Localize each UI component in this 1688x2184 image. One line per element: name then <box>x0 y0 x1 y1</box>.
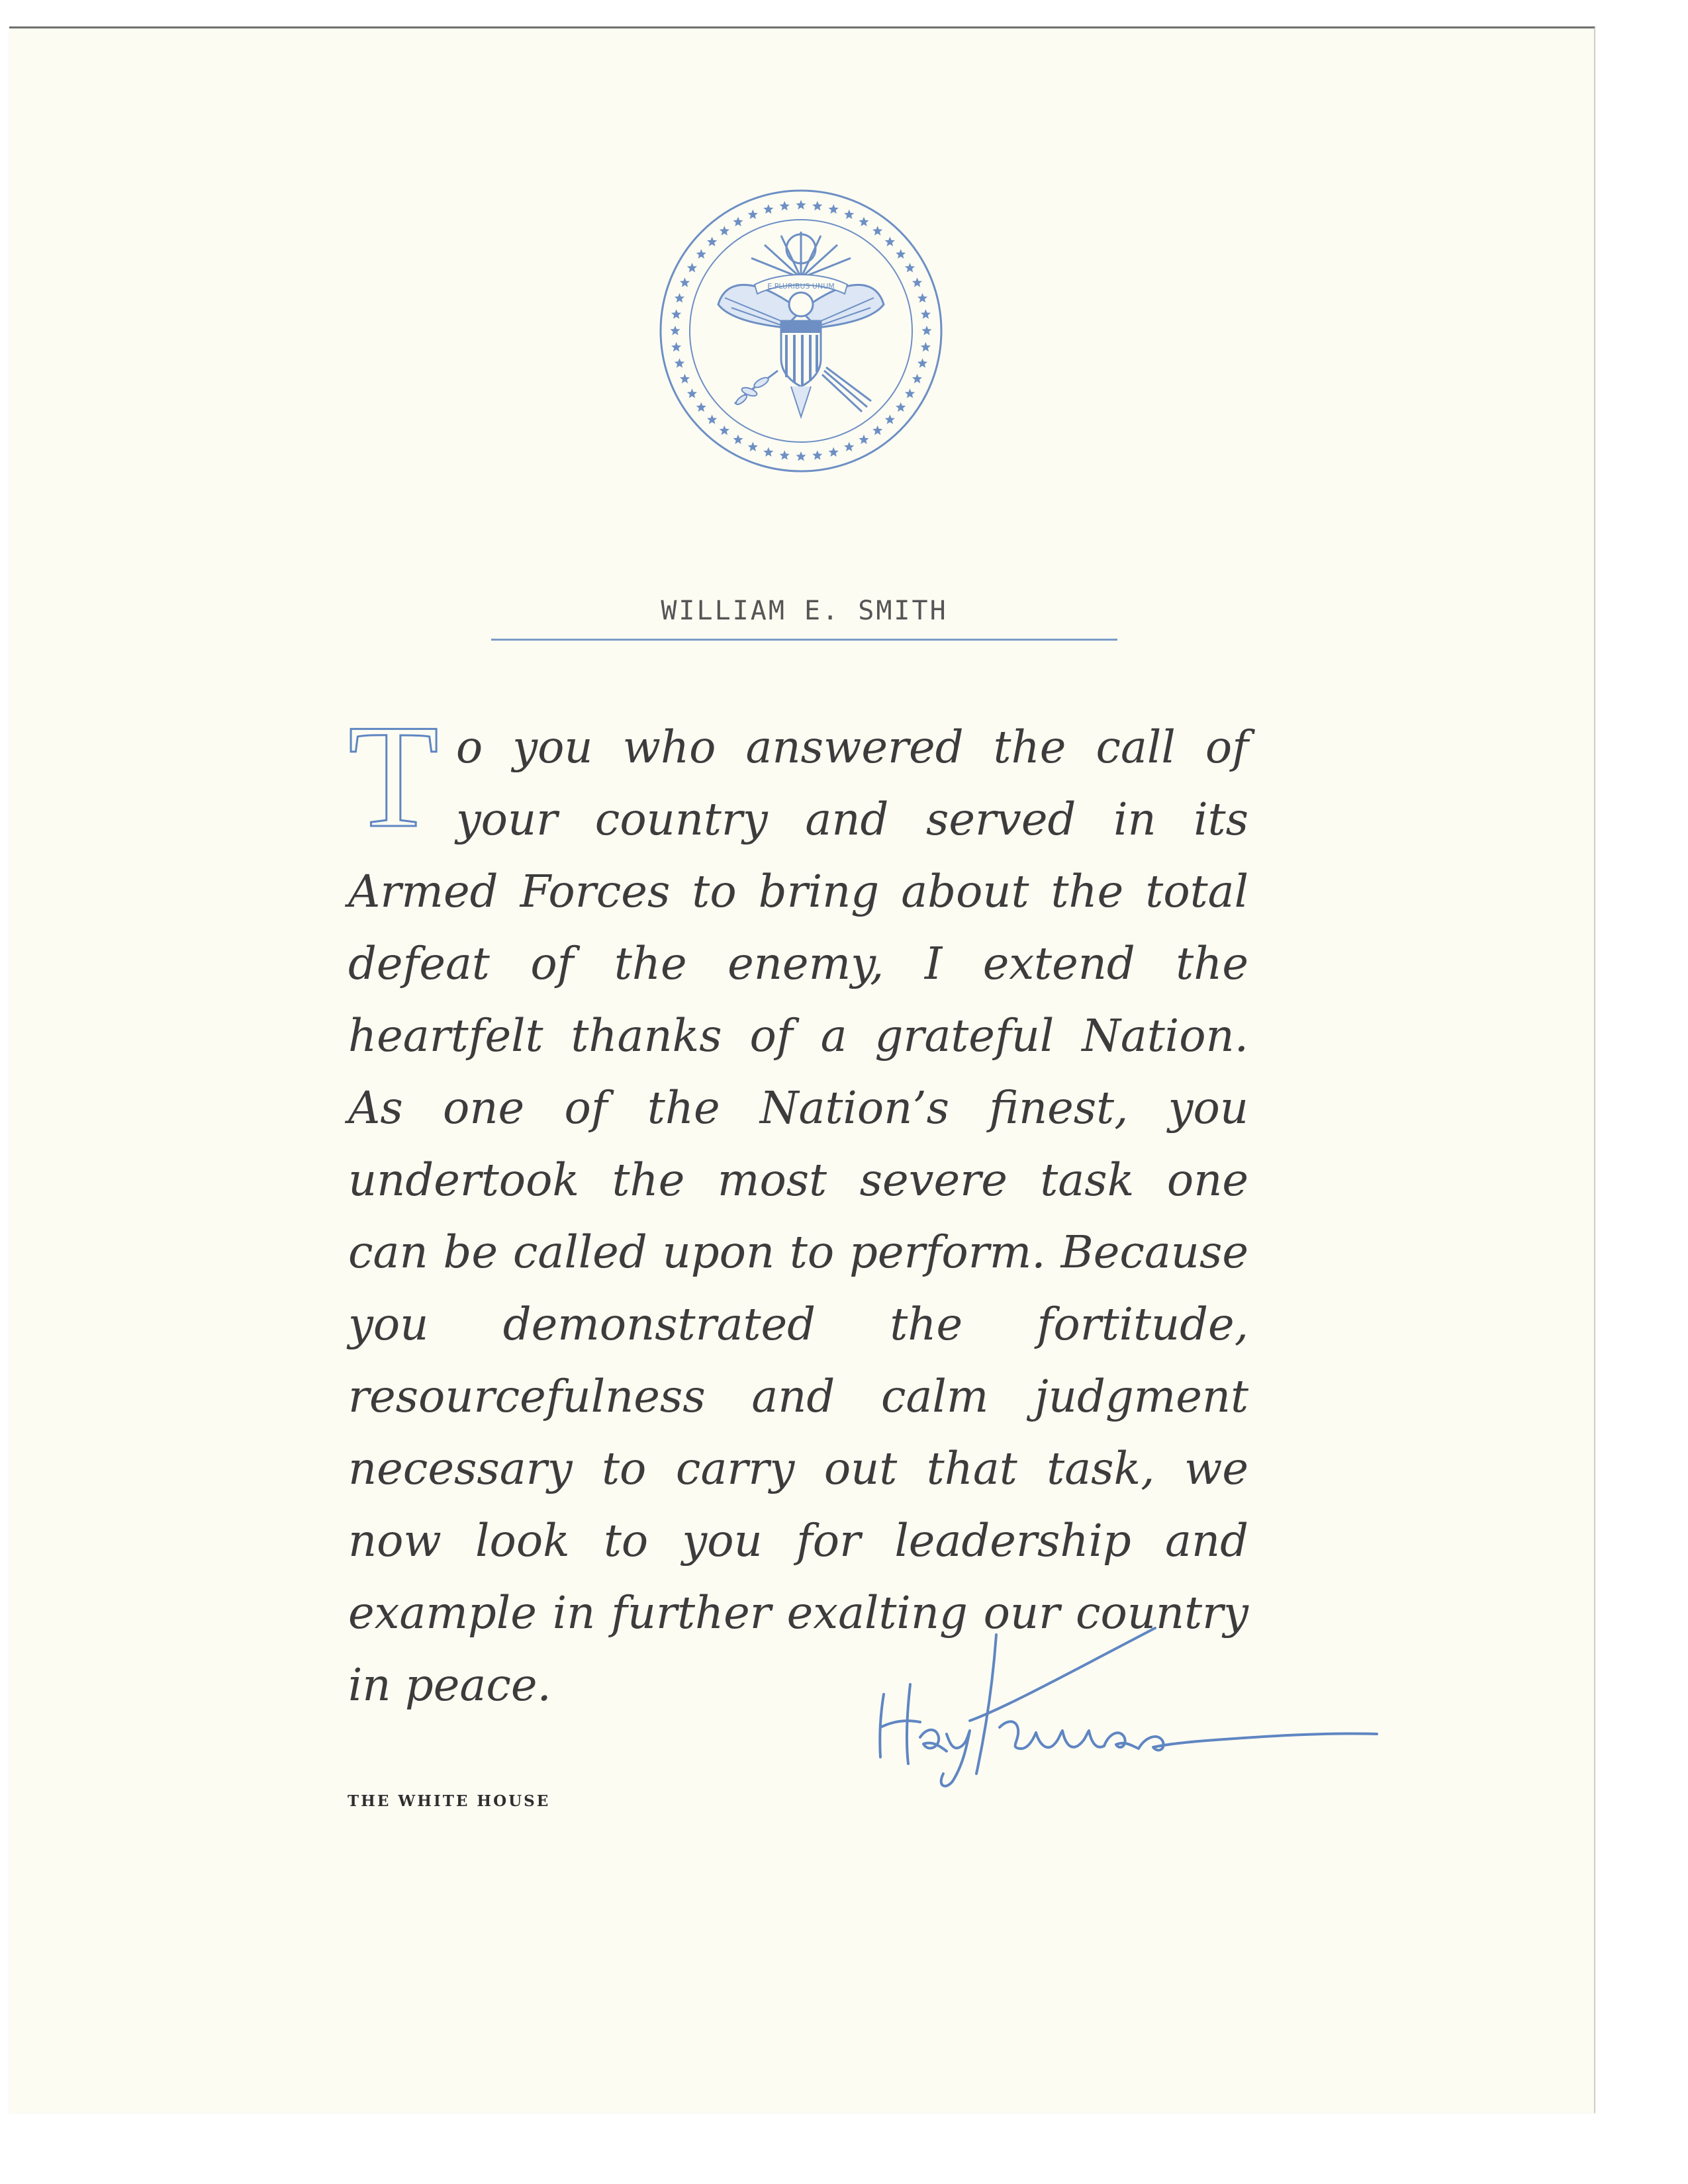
seal-star-icon <box>780 201 790 211</box>
seal-star-icon <box>696 249 706 259</box>
signature-image <box>854 1621 1403 1794</box>
seal-star-icon <box>671 342 681 352</box>
seal-star-icon <box>844 210 854 219</box>
seal-star-icon <box>917 293 927 303</box>
recipient-name: WILLIAM E. SMITH <box>661 596 948 626</box>
seal-star-icon <box>896 249 906 259</box>
seal-star-icon <box>921 309 931 319</box>
seal-star-icon <box>748 210 758 219</box>
presidential-seal-icon <box>655 185 947 477</box>
seal-star-icon <box>733 435 743 445</box>
seal-star-icon <box>696 402 706 412</box>
seal-star-icon <box>872 226 882 235</box>
white-house-label: THE WHITE HOUSE <box>348 1792 551 1810</box>
seal-star-icon <box>680 277 690 287</box>
seal-star-icon <box>905 388 915 398</box>
seal-star-icon <box>921 342 931 352</box>
seal-star-icon <box>763 447 773 457</box>
seal-star-icon <box>812 201 822 211</box>
seal-star-icon <box>829 205 839 214</box>
seal-star-icon <box>780 450 790 459</box>
message-body: o you who answered the call of your country and served in its Armed Forces to bring about the total defeat of the enemy, I extend the heartfelt thanks of a grateful Nation. As one of the Nation’s finest, you undertook the most severe task one can be called upon to perform. Because you demonstrated the fortitude, resourcefulness and calm judgment necessary to carry out that task, we now look to you for leadership and example in further exalting our country in peace. <box>348 721 1248 1711</box>
seal-star-icon <box>859 435 868 445</box>
seal-star-icon <box>859 217 868 226</box>
seal-star-icon <box>829 447 839 457</box>
seal-star-icon <box>896 402 906 412</box>
seal-star-icon <box>885 414 895 424</box>
drop-cap-letter: T <box>348 694 439 858</box>
seal-star-icon <box>733 217 743 226</box>
seal-star-icon <box>912 277 922 287</box>
seal-motto: E PLURIBUS UNUM <box>767 282 835 291</box>
seal-star-icon <box>905 263 915 273</box>
seal-star-icon <box>707 414 717 424</box>
seal-star-icon <box>687 263 697 273</box>
seal-star-icon <box>872 426 882 435</box>
seal-star-icon <box>707 237 717 247</box>
seal-star-icon <box>844 442 854 452</box>
seal-star-icon <box>680 374 690 384</box>
seal-star-icon <box>748 442 758 452</box>
seal-star-icon <box>796 451 806 461</box>
seal-star-icon <box>671 309 681 319</box>
seal-star-icon <box>921 326 931 336</box>
seal-star-icon <box>720 426 729 435</box>
recipient-underline <box>491 639 1117 641</box>
seal-star-icon <box>796 200 806 210</box>
seal-star-icon <box>720 226 729 235</box>
seal-star-icon <box>687 388 697 398</box>
seal-star-icon <box>885 237 895 247</box>
certificate-message <box>348 694 1248 1721</box>
seal-star-icon <box>675 358 684 367</box>
seal-star-icon <box>675 293 684 303</box>
seal-star-icon <box>763 205 773 214</box>
seal-star-icon <box>812 450 822 459</box>
seal-star-icon <box>917 358 927 367</box>
seal-star-icon <box>912 374 922 384</box>
seal-star-icon <box>670 326 680 336</box>
